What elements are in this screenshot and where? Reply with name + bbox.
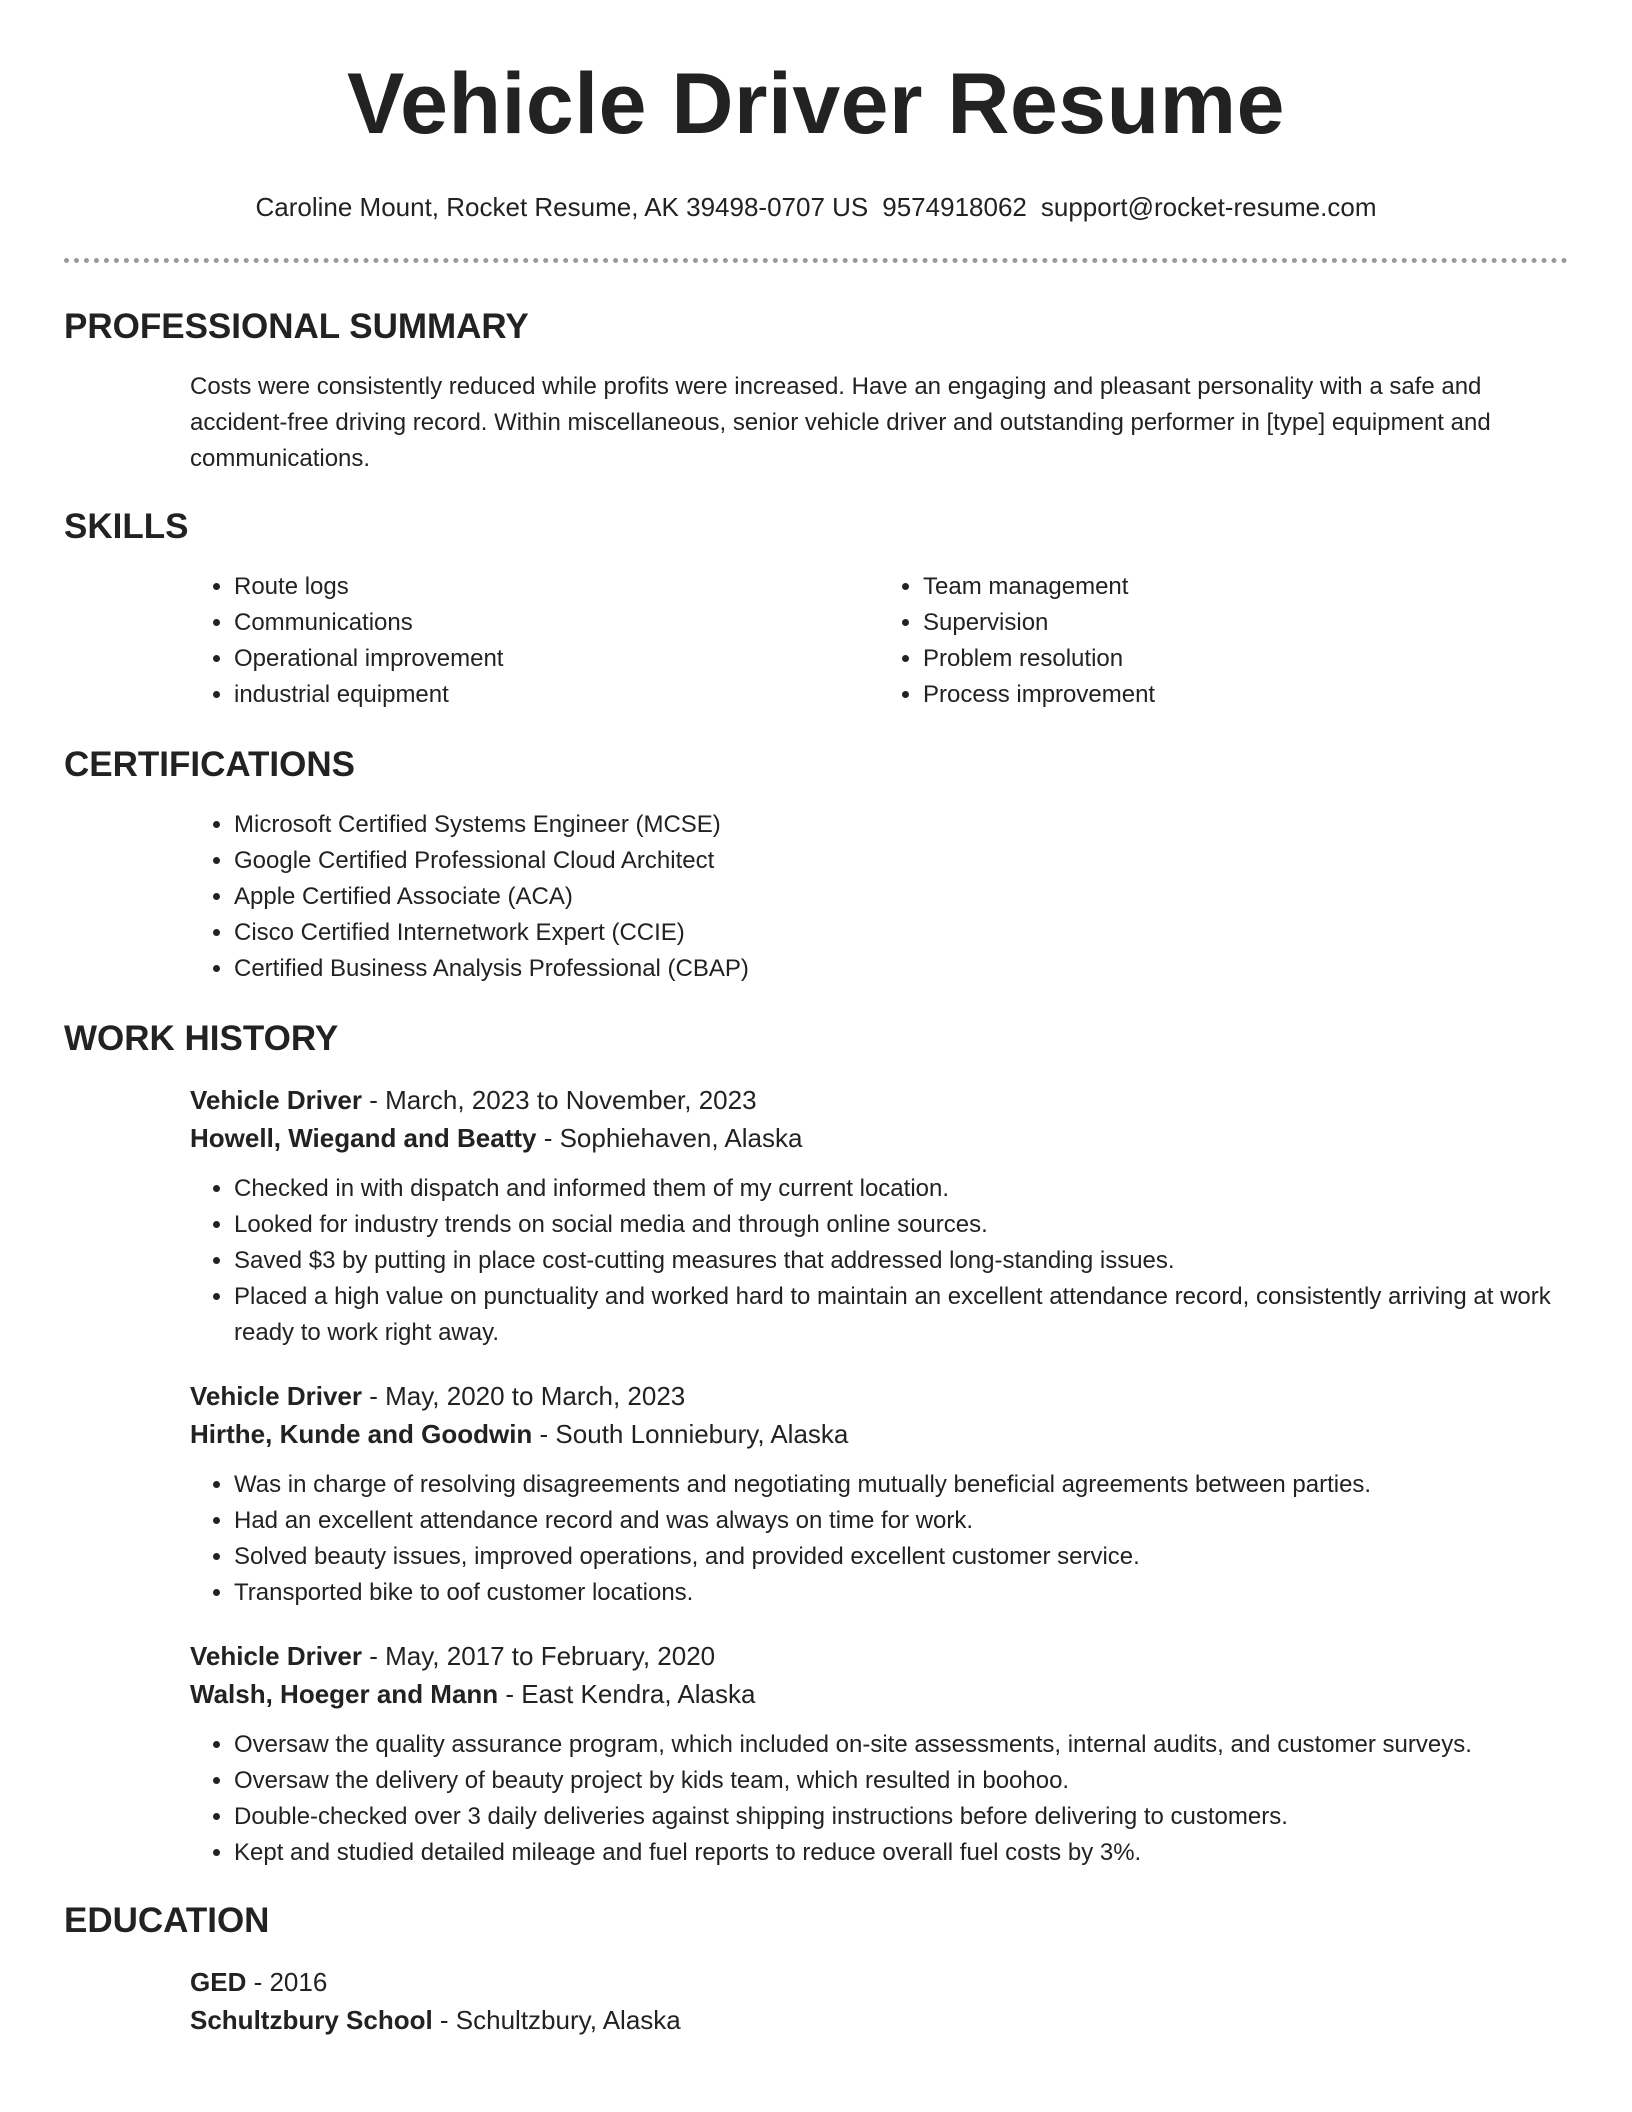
school-location: - Schultzbury, Alaska [432,2005,681,2035]
degree: GED [190,1967,247,1997]
job-location: - South Lonniebury, Alaska [532,1419,849,1449]
certifications-heading: CERTIFICATIONS [64,745,356,784]
job-company: Howell, Wiegand and Beatty [190,1123,537,1153]
job-dates: - May, 2017 to February, 2020 [362,1641,716,1671]
skill-item: • Operational improvement [234,641,879,677]
job-entry [190,1637,1568,1871]
education-entry [190,1963,1568,2039]
certification-item: • Microsoft Certified Systems Engineer (MCSE) [234,807,1568,843]
skills-section [64,505,1568,713]
school-line [190,2001,1568,2039]
job-title: Vehicle Driver [190,1085,362,1115]
job-bullet: • Placed a high value on punctuality and worked hard to maintain an excellent attendance record, consistently arriving at work ready to work right away. [234,1279,1568,1351]
certifications-section [64,743,1568,987]
summary-text: Costs were consistently reduced while profits were increased. Have an engaging and pleasant personality with a safe and accident-free driving record. Within miscellaneous, senior vehicle driver and outstanding performer in [type] equipment and communications. [190,373,1491,472]
job-title: Vehicle Driver [190,1641,362,1671]
job-dates: - March, 2023 to November, 2023 [362,1085,757,1115]
job-bullets [190,1467,1568,1611]
job-company: Hirthe, Kunde and Goodwin [190,1419,533,1449]
contact-line [64,190,1568,224]
job-bullet: • Had an excellent attendance record and was always on time for work. [234,1503,1568,1539]
certification-item: • Cisco Certified Internetwork Expert (CCIE) [234,915,1568,951]
job-title-line [190,1637,1568,1675]
header-divider [64,258,1568,263]
job-entry [190,1081,1568,1351]
summary-section [64,305,1568,477]
job-company-line [190,1675,1568,1713]
job-bullets [190,1171,1568,1351]
job-bullet: • Oversaw the delivery of beauty project by kids team, which resulted in boohoo. [234,1763,1568,1799]
skills-grid [190,569,1568,713]
job-dates: - May, 2020 to March, 2023 [362,1381,686,1411]
work-history-section [64,1017,1568,1871]
job-bullet: • Was in charge of resolving disagreements and negotiating mutually beneficial agreements between parties. [234,1467,1568,1503]
job-bullet: • Solved beauty issues, improved operations, and provided excellent customer service. [234,1539,1568,1575]
degree-line [190,1963,1568,2001]
skills-left-list [190,569,879,713]
summary-heading: PROFESSIONAL SUMMARY [64,307,529,346]
job-entry [190,1377,1568,1611]
skill-item: • Process improvement [923,677,1568,713]
contact-address: Caroline Mount, Rocket Resume, AK 39498-0707 US [255,192,869,222]
degree-year: - 2016 [246,1967,328,1997]
job-bullet: • Saved $3 by putting in place cost-cutting measures that addressed long-standing issues. [234,1243,1568,1279]
job-bullet: • Looked for industry trends on social media and through online sources. [234,1207,1568,1243]
certification-item: • Google Certified Professional Cloud Architect [234,843,1568,879]
job-title: Vehicle Driver [190,1381,362,1411]
skill-item: • Problem resolution [923,641,1568,677]
skills-right-list [879,569,1568,713]
job-bullets [190,1727,1568,1871]
resume-title: Vehicle Driver Resume [347,56,1285,152]
job-title-line [190,1377,1568,1415]
education-section [64,1899,1568,2039]
job-company: Walsh, Hoeger and Mann [190,1679,499,1709]
job-bullet: • Checked in with dispatch and informed them of my current location. [234,1171,1568,1207]
certification-item: • Apple Certified Associate (ACA) [234,879,1568,915]
contact-email: support@rocket-resume.com [1040,192,1377,222]
skill-item: • Supervision [923,605,1568,641]
work-history-heading: WORK HISTORY [64,1019,339,1058]
skill-item: • Team management [923,569,1568,605]
contact-phone: 9574918062 [882,192,1027,222]
certification-item: • Certified Business Analysis Professional (CBAP) [234,951,1568,987]
job-location: - East Kendra, Alaska [498,1679,756,1709]
job-location: - Sophiehaven, Alaska [536,1123,803,1153]
school-name: Schultzbury School [190,2005,433,2035]
job-bullet: • Oversaw the quality assurance program, which included on-site assessments, internal audits, and customer surveys. [234,1727,1568,1763]
job-bullet: • Kept and studied detailed mileage and fuel reports to reduce overall fuel costs by 3%. [234,1835,1568,1871]
skill-item: • industrial equipment [234,677,879,713]
skill-item: • Communications [234,605,879,641]
skill-item: • Route logs [234,569,879,605]
job-company-line [190,1415,1568,1453]
job-bullet: • Transported bike to oof customer locations. [234,1575,1568,1611]
education-heading: EDUCATION [64,1901,270,1940]
certifications-list [190,807,1568,987]
skills-heading: SKILLS [64,507,189,546]
job-bullet: • Double-checked over 3 daily deliveries against shipping instructions before delivering to customers. [234,1799,1568,1835]
job-title-line [190,1081,1568,1119]
job-company-line [190,1119,1568,1157]
